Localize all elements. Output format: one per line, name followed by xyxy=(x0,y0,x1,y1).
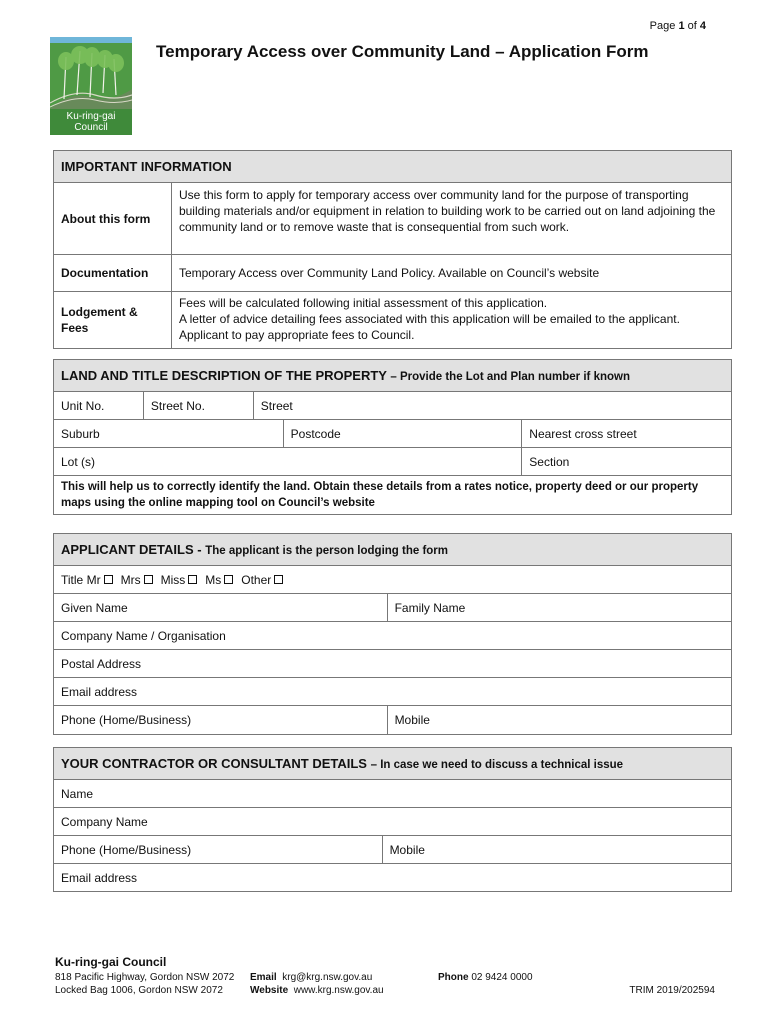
contractor-email-field[interactable]: Email address xyxy=(54,864,732,892)
street-no-field[interactable]: Street No. xyxy=(143,392,253,420)
contractor-subheading: – In case we need to discuss a technical issue xyxy=(370,759,624,771)
applicant-email-field[interactable]: Email address xyxy=(54,678,732,706)
contractor-mobile-field[interactable]: Mobile xyxy=(382,836,731,864)
lot-field[interactable]: Lot (s) xyxy=(54,448,522,476)
postal-address-field[interactable]: Postal Address xyxy=(54,650,732,678)
contractor-name-field[interactable]: Name xyxy=(54,780,732,808)
land-subheading: – Provide the Lot and Plan number if known xyxy=(390,371,630,383)
postcode-field[interactable]: Postcode xyxy=(283,420,522,448)
applicant-section xyxy=(53,533,732,735)
contractor-heading xyxy=(54,748,732,780)
suburb-field[interactable]: Suburb xyxy=(54,420,284,448)
footer-email-label: Email xyxy=(250,972,277,983)
title-option-mr: Mr xyxy=(86,572,101,587)
contractor-company-field[interactable]: Company Name xyxy=(54,808,732,836)
footer-org: Ku-ring-gai Council xyxy=(55,955,167,969)
contractor-section xyxy=(53,747,732,892)
title-option-other: Other xyxy=(241,572,272,587)
lodgement-line2: A letter of advice detailing fees associated with this application will be emailed to the applicant. xyxy=(178,312,680,326)
title-option-miss: Miss xyxy=(160,572,186,587)
footer-row-2 xyxy=(55,984,715,997)
applicant-mobile-field[interactable]: Mobile xyxy=(387,706,731,735)
other-checkbox[interactable] xyxy=(274,575,283,584)
section-field[interactable]: Section xyxy=(522,448,732,476)
page-label: Page xyxy=(649,20,676,32)
applicant-heading-text: APPLICANT DETAILS - xyxy=(61,542,202,557)
applicant-heading xyxy=(54,534,732,566)
footer-row-1 xyxy=(55,971,715,984)
about-label: About this form xyxy=(54,183,172,255)
documentation-text: Temporary Access over Community Land Policy. Available on Council’s website xyxy=(171,255,731,292)
title-label: Title xyxy=(61,572,84,587)
logo-text xyxy=(50,111,132,133)
lodgement-line3: Applicant to pay appropriate fees to Council. xyxy=(178,328,415,342)
ms-checkbox[interactable] xyxy=(224,575,233,584)
land-heading xyxy=(54,360,732,392)
mrs-checkbox[interactable] xyxy=(144,575,153,584)
company-field[interactable]: Company Name / Organisation xyxy=(54,622,732,650)
land-heading-text: LAND AND TITLE DESCRIPTION OF THE PROPERTY xyxy=(61,368,387,383)
title-row xyxy=(54,566,732,594)
about-text: Use this form to apply for temporary access over community land for the purpose of transporting building materials and/or equipment in relation to building work to be carried out on land adjoining the community land or to remove waste that is consequential from such work. xyxy=(171,183,731,255)
land-note: This will help us to correctly identify the land. Obtain these details from a rates notice, property deed or our property maps using the online mapping tool on Council’s website xyxy=(54,476,732,515)
cross-street-field[interactable]: Nearest cross street xyxy=(522,420,732,448)
miss-checkbox[interactable] xyxy=(188,575,197,584)
mr-checkbox[interactable] xyxy=(104,575,113,584)
footer-phone-value: 02 9424 0000 xyxy=(471,972,533,983)
applicant-subheading: The applicant is the person lodging the form xyxy=(205,545,449,557)
footer-address2: Locked Bag 1006, Gordon NSW 2072 xyxy=(55,985,223,996)
lodgement-line1: Fees will be calculated following initial assessment of this application. xyxy=(178,296,548,310)
footer-website xyxy=(250,984,438,997)
important-info-section xyxy=(53,150,732,349)
footer xyxy=(55,955,715,997)
lodgement-text xyxy=(171,292,731,349)
land-section xyxy=(53,359,732,515)
page-current: 1 xyxy=(678,20,685,32)
page-of: of xyxy=(687,20,697,32)
contractor-phone-field[interactable]: Phone (Home/Business) xyxy=(54,836,383,864)
logo-line1: Ku-ring-gai xyxy=(66,111,116,122)
page-number xyxy=(650,20,706,32)
form-title: Temporary Access over Community Land – Application Form xyxy=(156,42,649,61)
footer-trim: TRIM 2019/202594 xyxy=(629,985,715,996)
footer-email-link[interactable]: krg@krg.nsw.gov.au xyxy=(282,972,373,983)
footer-phone-label: Phone xyxy=(438,972,469,983)
footer-phone xyxy=(438,971,614,984)
footer-website-label: Website xyxy=(250,985,289,996)
trees-icon xyxy=(50,43,132,109)
footer-email xyxy=(250,971,438,984)
unit-no-field[interactable]: Unit No. xyxy=(54,392,144,420)
footer-website-link[interactable]: www.krg.nsw.gov.au xyxy=(293,985,384,996)
council-logo xyxy=(50,37,132,135)
family-name-field[interactable]: Family Name xyxy=(387,594,731,622)
footer-address1: 818 Pacific Highway, Gordon NSW 2072 xyxy=(55,972,235,983)
contractor-heading-text: YOUR CONTRACTOR OR CONSULTANT DETAILS xyxy=(61,756,367,771)
title-option-ms: Ms xyxy=(205,572,222,587)
applicant-phone-field[interactable]: Phone (Home/Business) xyxy=(54,706,388,735)
given-name-field[interactable]: Given Name xyxy=(54,594,388,622)
important-heading: IMPORTANT INFORMATION xyxy=(54,151,732,183)
street-field[interactable]: Street xyxy=(253,392,731,420)
logo-trees-image xyxy=(50,43,132,109)
lodgement-label: Lodgement & Fees xyxy=(54,292,172,349)
documentation-label: Documentation xyxy=(54,255,172,292)
logo-line2: Council xyxy=(74,122,108,133)
page-total: 4 xyxy=(699,20,706,32)
title-option-mrs: Mrs xyxy=(120,572,141,587)
